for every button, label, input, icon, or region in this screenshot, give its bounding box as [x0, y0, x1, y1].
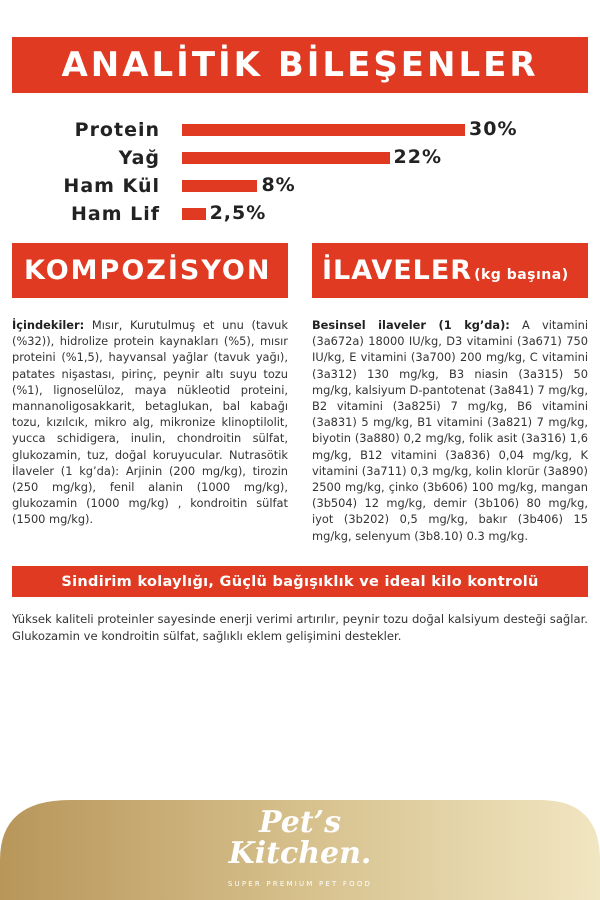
title-banner — [12, 37, 588, 93]
analysis-row — [0, 118, 600, 142]
analysis-label: Yağ — [118, 147, 160, 169]
analysis-value: 30% — [469, 118, 518, 140]
analysis-bar — [182, 180, 257, 192]
benefit-text: Sindirim kolaylığı, Güçlü bağışıklık ve ideal kilo kontrolü — [61, 573, 539, 590]
benefit-banner — [12, 566, 588, 597]
composition-label: İçindekiler: — [12, 318, 85, 332]
analysis-bar — [182, 208, 206, 220]
additives-text — [312, 317, 588, 544]
additives-heading-small: (kg başına) — [474, 266, 569, 283]
brand-logo — [0, 805, 600, 871]
analysis-value: 22% — [393, 146, 443, 168]
additives-body: A vitamini (3a672a) 18000 IU/kg, D3 vitamini (3a671) 750 IU/kg, E vitamini (3a700) 200 mg/kg, C vitamini (3a312) 130 mg/kg, B3 niasin (3a315) 50 mg/kg, kalsiyum D-pantotenat (3a841) 7 mg/kg, B2 vitamini (3a825i) 7 mg/kg, B6 vitamini (3a831) 5 mg/kg, B1 vitamini (3a821) 7 mg/kg, biyotin (3a880) 0,2 mg/kg, folik asit (3a316) 1,6 mg/kg, B12 vitamini (3a836) 0,04 mg/kg, K vitamini (3a711) 0,3 mg/kg, kolin klorür (3a890) 2500 mg/kg, çinko (3b606) 100 mg/kg, mangan (3b504) 12 mg/kg, demir (3b106) 80 mg/kg, iyot (3b202) 0,5 mg/kg, bakır (3b406) 15 mg/kg, selenyum (3b8.10) 0.3 mg/kg. — [312, 318, 589, 543]
composition-body: Mısır, Kurutulmuş et unu (tavuk (%32)), hidrolize protein kaynakları (%5), mısır proteini (%1,5), hayvansal yağlar (tavuk yağı), patates nişastası, pirinç, peynir altı suyu tozu (%1), lignoselüloz, maya nükleotid proteini, mannanoligosakkarit, betaglukan, bal kabağı tozu, kızılcık, mikro alg, mikronize klinoptilolit, yucca schidigera, inulin, chondroitin sülfat, glukozamin, tuz, doğal koruyucular. Nutrasötik İlaveler (1 kg’da): Arjinin (200 mg/kg), tirozin (250 mg/kg), fenil alanin (1000 mg/kg), glukozamin (1000 mg/kg) , kondroitin sülfat (1500 mg/kg). — [12, 318, 288, 527]
analysis-value: 8% — [261, 174, 296, 196]
brand-line1: Pet’s — [258, 805, 342, 840]
analysis-bar — [182, 124, 465, 136]
analysis-label: Ham Lif — [70, 203, 160, 225]
analysis-value: 2,5% — [209, 202, 267, 224]
analysis-row — [0, 146, 600, 170]
additives-heading: İLAVELER — [322, 255, 473, 286]
description: Yüksek kaliteli proteinler sayesinde enerji verimi artırılır, peynir tozu doğal kalsiyum desteği sağlar. Glukozamin ve kondroitin sülfat, sağlıklı eklem gelişimini destekler. — [12, 612, 588, 643]
brand-line2: Kitchen. — [228, 836, 372, 871]
composition-heading: KOMPOZİSYON — [24, 255, 272, 286]
composition-text — [12, 317, 288, 528]
composition-banner — [12, 243, 288, 298]
analysis-label: Ham Kül — [63, 175, 160, 197]
brand-tagline: SUPER PREMIUM PET FOOD — [227, 880, 373, 888]
analysis-label: Protein — [74, 119, 160, 141]
additives-label: Besinsel ilaveler (1 kg’da): — [312, 318, 510, 332]
analysis-row — [0, 202, 600, 226]
additives-banner — [312, 243, 588, 298]
page-title: ANALİTİK BİLEŞENLER — [61, 45, 539, 85]
analysis-bar — [182, 152, 390, 164]
analysis-row — [0, 174, 600, 198]
